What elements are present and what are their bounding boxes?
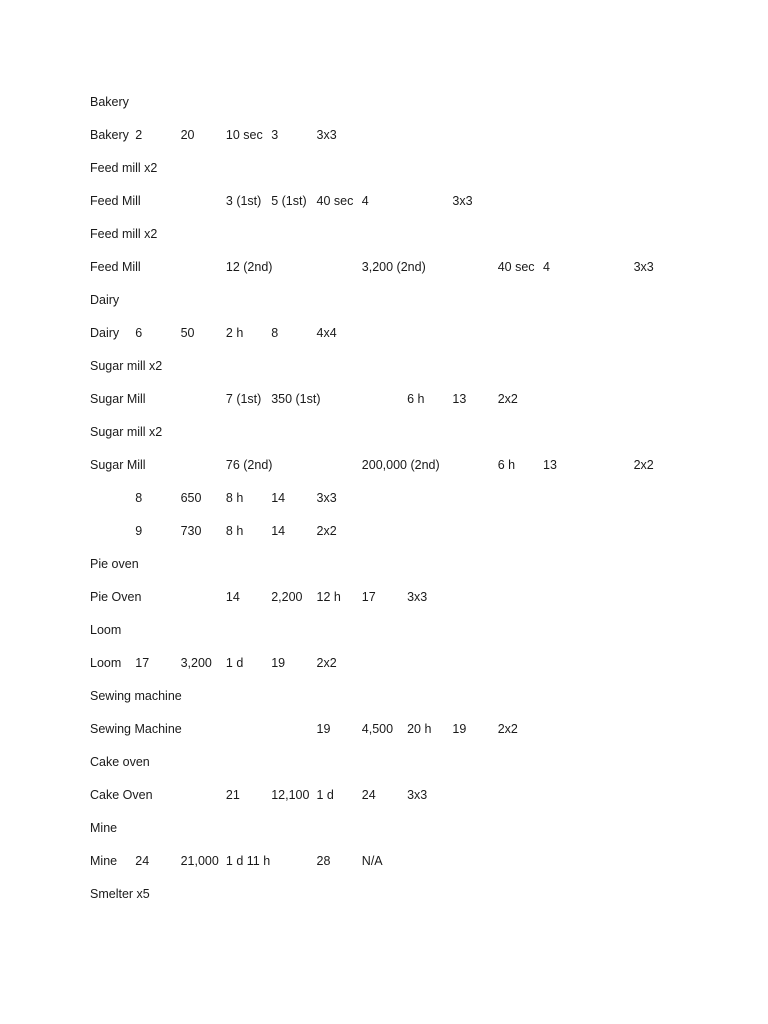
line-cell: 3,200 (2nd) [361,260,426,274]
line-cell: 17 [361,590,376,604]
line-cell: 7 (1st) [225,392,262,406]
line-cell: Sewing machine [90,689,182,703]
line-cell: Smelter x5 [90,887,150,901]
line-cell: 40 sec [497,260,535,274]
line-cell: 200,000 (2nd) [361,458,440,472]
line-cell: Feed Mill [90,260,141,274]
line-cell: 20 h [407,722,432,736]
line-cell: Loom [90,656,122,670]
line-cell: 76 (2nd) [225,458,273,472]
line-cell: 19 [316,722,331,736]
line-cell: Dairy [90,293,120,307]
line-cell: 2 [135,128,143,142]
line-cell: 4x4 [316,326,337,340]
line-cell: 24 [135,854,150,868]
line-cell: 20 [180,128,195,142]
line-cell: 40 sec [316,194,354,208]
line-cell: 2,200 [271,590,303,604]
line-cell: Bakery [90,95,129,109]
line-cell: 13 [452,392,467,406]
line-cell: 1 d [316,788,334,802]
line-cell: 3x3 [407,590,428,604]
line-cell: Sugar mill x2 [90,425,163,439]
line-cell: 3x3 [316,128,337,142]
line-cell: 21,000 [180,854,219,868]
line-cell: 21 [225,788,240,802]
line-cell: Pie oven [90,557,139,571]
line-cell: 1 d [225,656,244,670]
line-cell: Feed mill x2 [90,227,158,241]
line-cell: 12 h [316,590,341,604]
line-cell: 4,500 [361,722,394,736]
line-cell: 2 h [225,326,244,340]
line-cell: 2x2 [497,392,518,406]
line-cell: 14 [271,491,286,505]
line-cell: Dairy [90,326,120,340]
line-cell: 12,100 [271,788,310,802]
line-cell: 4 [361,194,369,208]
line-cell: 2x2 [497,722,518,736]
line-cell: 2x2 [633,458,654,472]
line-cell: 350 (1st) [271,392,321,406]
line-cell: Sewing Machine [90,722,182,736]
line-cell: Cake Oven [90,788,153,802]
line-cell: 4 [543,260,550,274]
line-cell: 9 [135,524,143,538]
line-cell: 2x2 [316,656,337,670]
line-cell: 1 d 11 h [225,854,271,868]
line-cell: 2x2 [316,524,337,538]
line-cell: Pie Oven [90,590,142,604]
line-cell: 6 h [497,458,516,472]
line-cell: 3x3 [633,260,654,274]
line-cell: 12 (2nd) [225,260,273,274]
line-cell: 14 [225,590,240,604]
line-cell: 730 [180,524,202,538]
line-cell: 5 (1st) [271,194,307,208]
line-cell: 8 [135,491,143,505]
line-cell: 3 [271,128,279,142]
line-cell: 28 [316,854,331,868]
line-cell: 10 sec [225,128,263,142]
line-cell: 8 [271,326,279,340]
line-cell: 3x3 [316,491,337,505]
line-cell: 13 [543,458,557,472]
line-cell: 19 [271,656,286,670]
line-cell: 14 [271,524,286,538]
line-cell: N/A [361,854,383,868]
line-cell: Mine [90,854,118,868]
line-cell: Feed Mill [90,194,141,208]
line-cell: 8 h [225,491,244,505]
line-cell: Bakery [90,128,129,142]
line-cell: Cake oven [90,755,150,769]
line-cell: 17 [135,656,150,670]
line-cell: 24 [361,788,376,802]
line-cell: Sugar Mill [90,392,146,406]
line-cell: 8 h [225,524,244,538]
line-cell: 3 (1st) [225,194,262,208]
line-cell: 6 h [407,392,425,406]
line-cell: 50 [180,326,195,340]
line-cell: Mine [90,821,118,835]
line-cell: 3x3 [452,194,473,208]
line-cell: 3,200 [180,656,212,670]
line-cell: Sugar mill x2 [90,359,163,373]
line-cell: 3x3 [407,788,428,802]
line-cell: Sugar Mill [90,458,146,472]
line-cell: 19 [452,722,467,736]
line-cell: Loom [90,623,122,637]
line-cell: 6 [135,326,143,340]
line-cell: Feed mill x2 [90,161,158,175]
line-cell: 650 [180,491,202,505]
